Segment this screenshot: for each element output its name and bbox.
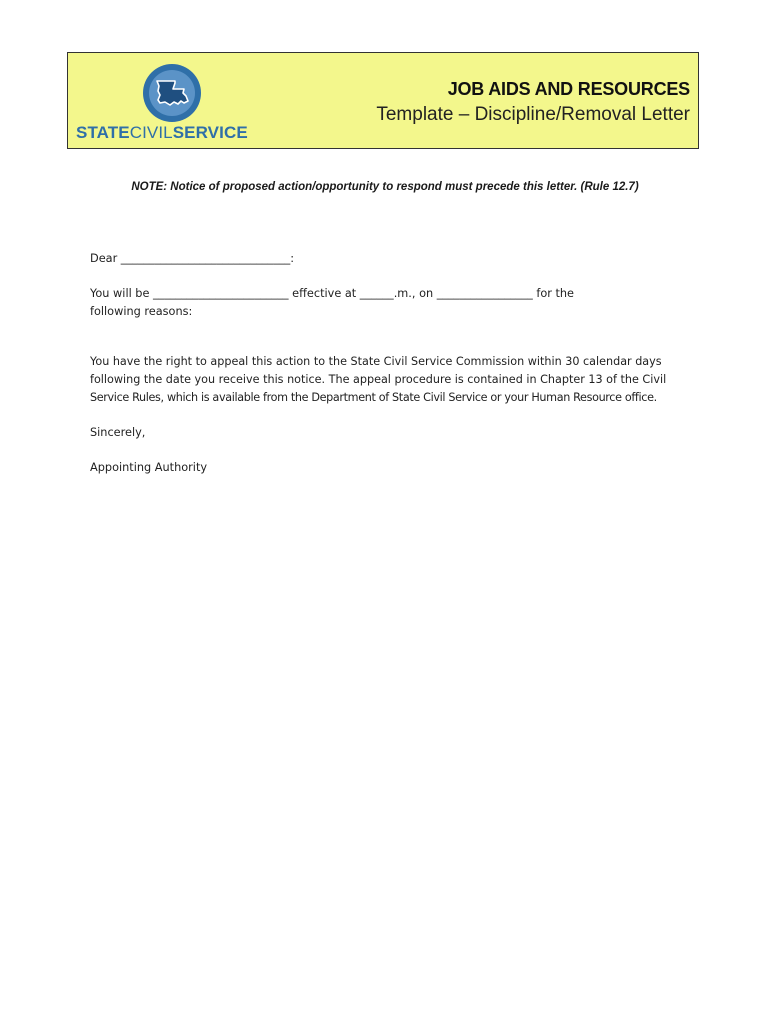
appeal-line-1: You have the right to appeal this action to the State Civil Service Commission within 30 calendar days — [90, 355, 662, 368]
action-line-1: You will be ________________________ effective at ______.m., on _________________ for the — [90, 287, 575, 300]
logo-word-service: SERVICE — [172, 123, 248, 142]
header-banner — [67, 52, 699, 149]
closing: Sincerely, — [90, 426, 146, 439]
action-line-2: following reasons: — [90, 305, 193, 318]
logo-word-state: STATE — [76, 123, 130, 142]
page-subtitle: Template – Discipline/Removal Letter — [376, 104, 690, 125]
page-title: JOB AIDS AND RESOURCES — [447, 79, 690, 99]
logo-wordmark — [76, 123, 266, 143]
state-civil-service-logo — [76, 61, 266, 143]
note-text: NOTE: Notice of proposed action/opportunity to respond must precede this letter. (Rule 12.7) — [131, 181, 639, 193]
signature-line: Appointing Authority — [90, 461, 208, 474]
logo-word-civil: CIVIL — [129, 123, 173, 142]
appeal-line-2: following the date you receive this notice. The appeal procedure is contained in Chapter 13 of the Civil — [90, 373, 667, 386]
appeal-line-3: Service Rules, which is available from the Department of State Civil Service or your Human Resource office. — [90, 391, 657, 404]
action-paragraph — [90, 285, 690, 321]
louisiana-emblem-icon — [142, 63, 202, 123]
appeal-paragraph — [90, 353, 690, 407]
salutation: Dear ______________________________: — [90, 252, 295, 265]
